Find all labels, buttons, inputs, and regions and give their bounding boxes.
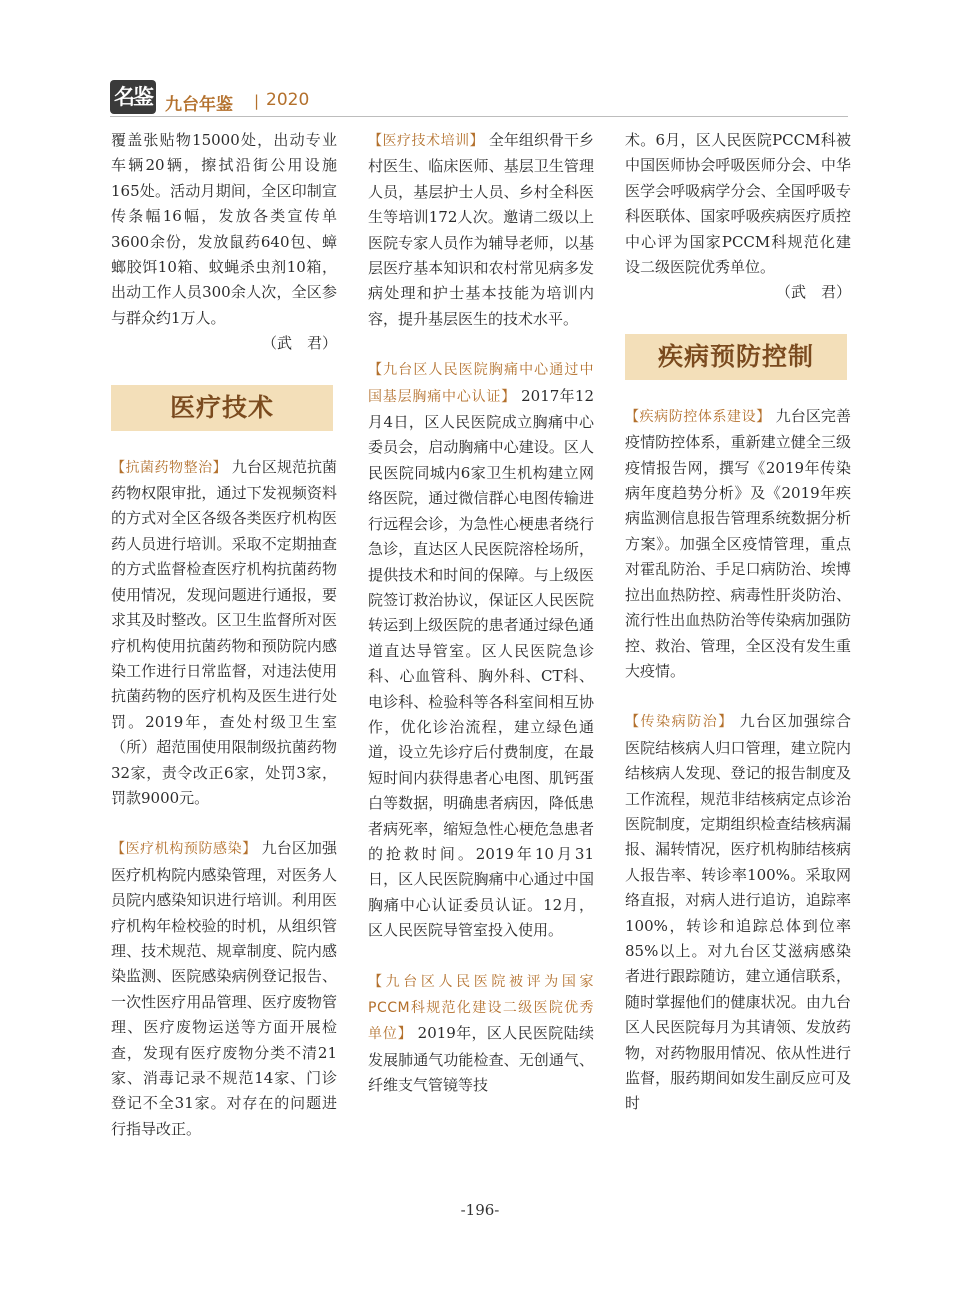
article-keyword: 【九台区人民医院被评为国家PCCM科规范化建设二级医院优秀单位】 [368, 973, 594, 1043]
title-separator: | [254, 92, 260, 110]
author-credit: （武 君） [775, 283, 851, 302]
article-keyword: 【九台区人民医院胸痛中心通过中国基层胸痛中心认证】 [368, 362, 594, 405]
article-body: 九台区完善疫情防控体系，重新建立健全三级疫情报告网，撰写《2019年传染病年度趋势分析》及《2019年疾病监测信息报告管理系统数据分析方案》。加强全区疫情管理，重点对霍乱防治、手足口病防治、埃博拉出血热防控、病毒性肝炎防治、流行性出血热防治等传染病加强防控、救治、管理，全区没有发生重大疫情。 [625, 406, 851, 680]
page-header [110, 80, 850, 116]
article-keyword: 【医疗机构预防感染】 [111, 841, 257, 858]
article-keyword: 【医疗技术培训】 [368, 133, 485, 149]
section-heading-medical-technology: 医疗技术 [111, 385, 333, 431]
yearbook-title: 九台年鉴 [165, 95, 233, 115]
yearbook-year: 2020 [266, 90, 310, 110]
logo-text: 名鉴 [114, 84, 152, 109]
article-pccm-award [368, 969, 594, 1099]
article-antibacterial-drugs [111, 455, 337, 812]
continued-paragraph: 术。6月，区人民医院PCCM科被中国医师协会呼吸医师分会、中华医学会呼吸病学分会、全国呼吸专科医联体、国家呼吸疾病医疗质控中心评为国家PCCM科规范化建设二级医院优秀单位。 [625, 131, 851, 277]
continued-paragraph: 覆盖张贴物15000处，出动专业车辆20辆，擦拭沿街公用设施165处。活动月期间，全区印制宣传条幅16幅，发放各类宣传单3600余份，发放鼠药640包、蟑螂胶饵10箱、蚊蝇杀虫剂10箱，出动工作人员300余人次，全区参与群众约1万人。 [111, 131, 337, 327]
header-rule [110, 116, 848, 117]
author-credit: （武 君） [261, 334, 337, 353]
article-keyword: 【抗菌药物整治】 [111, 459, 228, 476]
article-infection-prevention [111, 836, 337, 1142]
column-1 [111, 128, 337, 1142]
article-body: 2017年12月4日，区人民医院成立胸痛中心委员会，启动胸痛中心建设。区人民医院同城内6家卫生机构建立网络医院，通过微信群心电图传输进行远程会诊，为急性心梗患者绕行急诊，直达区人民医院溶栓场所，提供技术和时间的保障。与上级医院签订救治协议，保证区人民医院转运到上级医院的患者通过绿色通道直达导管室。区人民医院急诊科、心血管科、胸外科、CT科、电诊科、检验科等各科室间相互协作，优化诊治流程，建立绿色通道，设立先诊疗后付费制度，在最短时间内获得患者心电图、肌钙蛋白等数据，明确患者病因，降低患者病死率，缩短急性心梗危急患者的抢救时间。2019年10月31日，区人民医院胸痛中心通过中国胸痛中心认证委员认证。12月，区人民医院导管室投入使用。 [368, 386, 594, 940]
article-technical-training [368, 128, 594, 332]
column-2 [368, 128, 594, 1099]
yearbook-logo [110, 80, 156, 114]
article-body: 九台区规范抗菌药物权限审批，通过下发视频资料的方式对全区各级各类医疗机构医药人员进行培训。采取不定期抽查的方式监督检查医疗机构抗菌药物使用情况，发现问题进行通报，要求其及时整改。区卫生监督所对医疗机构使用抗菌药物和预防院内感染工作进行日常监督，对违法使用抗菌药物的医疗机构及医生进行处罚。2019年，查处村级卫生室（所）超范围使用限制级抗菌药物32家，责令改正6家，处罚3家，罚款9000元。 [111, 457, 337, 807]
article-body: 2019年，区人民医院陆续发展肺通气功能检查、无创通气、纤维支气管镜等技 [368, 1024, 594, 1095]
article-chest-pain-center [368, 357, 594, 943]
article-infectious-disease [625, 709, 851, 1117]
column-3 [625, 128, 851, 1117]
page-number: -196- [460, 1201, 500, 1219]
article-body: 全年组织骨干乡村医生、临床医师、基层卫生管理人员，基层护士人员、乡村全科医生等培训172人次。邀请二级以上医院专家人员作为辅导老师，以基层医疗基本知识和农村常见病多发病处理和护士基本技能为培训内容，提升基层医生的技术水平。 [368, 131, 594, 328]
article-body: 九台区加强医疗机构院内感染管理，对医务人员院内感染知识进行培训。利用医疗机构年检校验的时机，从组织管理、技术规范、规章制度、院内感染监测、医院感染病例登记报告、一次性医疗用品管理、医疗废物管理、医疗废物运送等方面开展检查，发现有医疗废物分类不清21家、消毒记录不规范14家、门诊登记不全31家。对存在的问题进行指导改正。 [111, 839, 337, 1138]
article-prevention-system [625, 404, 851, 684]
article-body: 九台区加强综合医院结核病人归口管理，建立院内结核病人发现、登记的报告制度及工作流程，规范非结核病定点诊治医院制度，定期组织检查结核病漏报、漏转情况，医疗机构肺结核病人报告率、转诊率100%。采取网络直报，对病人进行追访，追踪率100%，转诊和追踪总体到位率85%以上。对九台区艾滋病感染者进行跟踪随访，建立通信联系，随时掌握他们的健康状况。由九台区人民医院每月为其请领、发放药物，对药物服用情况、依从性进行监督，服药期间如发生副反应可及时 [625, 712, 851, 1113]
article-keyword: 【传染病防治】 [625, 714, 734, 731]
section-heading-disease-prevention: 疾病预防控制 [625, 334, 847, 380]
article-keyword: 【疾病防控体系建设】 [625, 408, 771, 425]
